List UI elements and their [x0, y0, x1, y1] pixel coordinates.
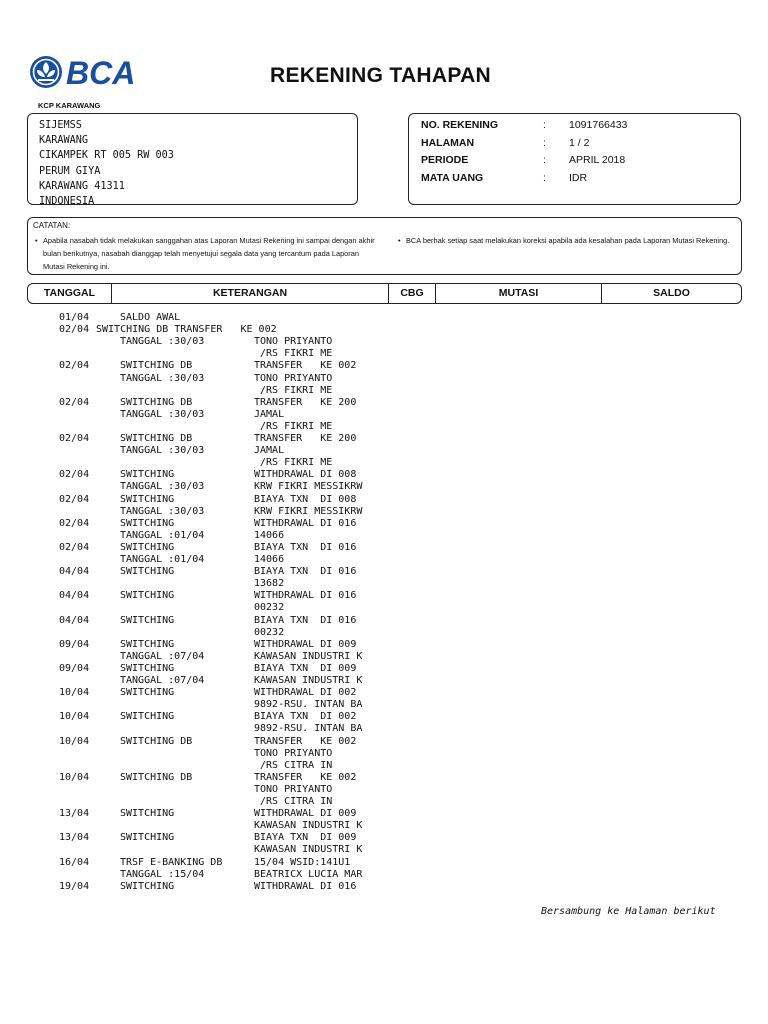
logo-text: BCA — [66, 55, 136, 90]
row-description-detail: WITHDRAWAL DI 009 — [254, 808, 357, 820]
row-extra-left: TANGGAL :30/03 — [120, 445, 205, 457]
account-number-value: 1091766433 — [569, 119, 628, 131]
separator: : — [543, 136, 546, 149]
page-title: REKENING TAHAPAN — [270, 64, 492, 87]
note-right-text: BCA berhak setiap saat melakukan koreksi apabila ada kesalahan pada Laporan Mutasi Rekening. — [406, 236, 730, 245]
customer-name: SIJEMSS — [39, 120, 82, 131]
row-extra-left: TANGGAL :07/04 — [120, 650, 205, 662]
row-extra-right: TONO PRIYANTO — [254, 336, 333, 348]
row-description: SWITCHING DB TRANSFER KE 002 — [96, 324, 277, 336]
row-extra-right: 13682 — [254, 578, 285, 590]
row-description: SWITCHING DB — [120, 433, 193, 444]
row-extra-right: KAWASAN INDUSTRI K — [254, 820, 363, 832]
row-extra-left: TANGGAL :30/03 — [120, 505, 205, 517]
row-extra-right: /RS FIKRI ME — [254, 348, 333, 360]
row-description-detail: BIAYA TXN DI 008 — [254, 493, 357, 505]
row-description: SALDO AWAL — [120, 312, 181, 323]
row-extra-left: TANGGAL :30/03 — [120, 336, 205, 348]
account-number-label: NO. REKENING — [421, 119, 499, 131]
page-row — [421, 137, 740, 155]
separator: : — [543, 171, 546, 184]
page-value: 1 / 2 — [569, 136, 590, 149]
row-description-detail: BIAYA TXN DI 016 — [254, 541, 357, 553]
row-extra-right: JAMAL — [254, 445, 285, 457]
header-keterangan: KETERANGAN — [212, 287, 288, 299]
customer-country: INDONESIA — [39, 196, 95, 208]
separator: : — [543, 119, 546, 131]
row-extra-right: JAMAL — [254, 408, 285, 420]
row-extra-right: /RS FIKRI ME — [254, 420, 333, 432]
row-extra-left: TANGGAL :30/03 — [120, 408, 205, 420]
notes-heading: CATATAN: — [33, 221, 71, 230]
row-date: 04/04 — [59, 566, 90, 578]
row-extra-right: 9892-RSU. INTAN BA — [254, 699, 363, 711]
note-left — [35, 234, 375, 273]
row-description-detail: TRANSFER KE 002 — [254, 360, 357, 372]
row-description: SWITCHING — [120, 832, 175, 844]
row-description-detail: BIAYA TXN DI 016 — [254, 566, 357, 578]
period-label: PERIODE — [421, 154, 469, 166]
row-description-detail: TRANSFER KE 002 — [254, 735, 357, 747]
row-date: 10/04 — [59, 687, 90, 699]
row-extra-left: TANGGAL :07/04 — [120, 675, 205, 686]
row-extra-left: TANGGAL :30/03 — [120, 372, 205, 384]
row-extra-left: TANGGAL :01/04 — [120, 529, 205, 541]
row-extra-right: TONO PRIYANTO — [254, 783, 333, 795]
row-description-detail: WITHDRAWAL DI 016 — [254, 880, 357, 892]
row-description: SWITCHING — [120, 638, 175, 650]
period-value: APRIL 2018 — [569, 154, 626, 166]
currency-value: IDR — [569, 171, 588, 184]
row-description: SWITCHING — [120, 566, 175, 578]
period-row — [421, 154, 740, 172]
row-description: SWITCHING — [120, 880, 175, 892]
account-info-box — [408, 113, 741, 205]
row-date: 10/04 — [59, 735, 90, 747]
row-extra-right: /RS CITRA IN — [254, 759, 333, 771]
row-date: 13/04 — [59, 808, 90, 820]
row-date: 02/04 — [59, 541, 90, 553]
row-description: SWITCHING — [120, 662, 175, 674]
row-description: SWITCHING — [120, 808, 175, 820]
row-date: 13/04 — [59, 832, 90, 844]
row-description: SWITCHING — [120, 590, 175, 602]
row-description: SWITCHING — [120, 493, 175, 505]
row-date: 02/04 — [59, 493, 90, 505]
row-description-detail: BIAYA TXN DI 002 — [254, 711, 357, 723]
row-extra-right: 14066 — [254, 529, 285, 541]
row-extra-right: 00232 — [254, 602, 285, 614]
row-description: SWITCHING — [120, 614, 175, 626]
row-description-detail: WITHDRAWAL DI 009 — [254, 638, 357, 650]
row-extra-right: /RS CITRA IN — [254, 796, 333, 807]
row-description: TRSF E-BANKING DB — [120, 856, 223, 868]
row-description: SWITCHING — [120, 687, 175, 699]
row-description-detail: BIAYA TXN DI 009 — [254, 832, 357, 844]
row-date: 01/04 — [59, 312, 90, 323]
row-date: 04/04 — [59, 590, 90, 602]
row-extra-right: /RS FIKRI ME — [254, 384, 333, 396]
row-description-detail: BIAYA TXN DI 009 — [254, 662, 357, 674]
account-number-row — [421, 119, 740, 137]
row-description-detail: BIAYA TXN DI 016 — [254, 614, 357, 626]
row-description: SWITCHING DB — [120, 360, 193, 372]
bca-emblem-icon — [28, 54, 148, 90]
customer-address-box — [27, 113, 358, 208]
note-right — [398, 234, 736, 247]
row-description: SWITCHING — [120, 541, 175, 553]
row-description-detail: TRANSFER KE 002 — [254, 771, 357, 783]
header-cbg: CBG — [400, 287, 424, 299]
row-extra-right: KAWASAN INDUSTRI K — [254, 844, 363, 856]
row-description: SWITCHING — [120, 469, 175, 481]
row-description-detail: WITHDRAWAL DI 002 — [254, 687, 357, 699]
row-description-detail: TRANSFER KE 200 — [254, 433, 357, 444]
row-description-detail: 15/04 WSID:141U1 — [254, 856, 351, 868]
page-label: HALAMAN — [421, 136, 475, 149]
customer-address-line: CIKAMPEK RT 005 RW 003 — [39, 150, 174, 162]
row-date: 16/04 — [59, 856, 90, 868]
row-description: SWITCHING DB — [120, 771, 193, 783]
notes-box — [27, 217, 742, 275]
row-description-detail: WITHDRAWAL DI 016 — [254, 590, 357, 602]
header-tanggal: TANGGAL — [43, 287, 96, 299]
row-extra-right: KAWASAN INDUSTRI K — [254, 650, 363, 662]
bullet-icon: • — [398, 236, 401, 245]
branch-label: KCP KARAWANG — [38, 101, 101, 110]
row-date: 19/04 — [59, 880, 90, 892]
customer-address-line: KARAWANG 41311 — [39, 180, 125, 192]
row-extra-right: 00232 — [254, 626, 285, 638]
row-extra-right: /RS FIKRI ME — [254, 457, 333, 469]
row-extra-left: TANGGAL :01/04 — [120, 554, 205, 565]
row-description: SWITCHING DB — [120, 735, 193, 747]
row-extra-right: TONO PRIYANTO — [254, 747, 333, 759]
currency-label: MATA UANG — [421, 171, 484, 184]
row-extra-right: BEATRICX LUCIA MAR — [254, 868, 363, 880]
row-extra-right: 9892-RSU. INTAN BA — [254, 723, 363, 735]
row-extra-right: 14066 — [254, 554, 285, 565]
row-date: 02/04 — [59, 433, 90, 444]
row-extra-right: KRW FIKRI MESSIKRW — [254, 481, 363, 493]
row-extra-right: KRW FIKRI MESSIKRW — [254, 505, 363, 517]
row-description: SWITCHING — [120, 517, 175, 529]
row-description: SWITCHING — [120, 711, 175, 723]
bca-logo — [28, 54, 148, 90]
continued-note: Bersambung ke Halaman berikut — [541, 906, 716, 917]
row-description-detail: TRANSFER KE 200 — [254, 396, 357, 408]
row-date: 02/04 — [59, 324, 90, 336]
customer-address-line: PERUM GIYA — [39, 165, 101, 177]
row-date: 04/04 — [59, 614, 90, 626]
row-date: 09/04 — [59, 662, 90, 674]
separator: : — [543, 154, 546, 166]
row-date: 10/04 — [59, 711, 90, 723]
row-date: 02/04 — [59, 360, 90, 372]
row-date: 02/04 — [59, 517, 90, 529]
row-description-detail: WITHDRAWAL DI 008 — [254, 469, 357, 481]
row-extra-left: TANGGAL :30/03 — [120, 481, 205, 493]
row-extra-right: KAWASAN INDUSTRI K — [254, 675, 363, 686]
row-description-detail: WITHDRAWAL DI 016 — [254, 517, 357, 529]
row-description: SWITCHING DB — [120, 396, 193, 408]
row-extra-left: TANGGAL :15/04 — [120, 868, 205, 880]
row-date: 09/04 — [59, 638, 90, 650]
note-left-text: Apabila nasabah tidak melakukan sanggahan atas Laporan Mutasi Rekening ini sampai dengan akhir bulan berikutnya, nasabah dianggap telah menyetujui segala data yang tercantum pada Laporan Mutasi Rekening ini. — [43, 236, 375, 271]
table-header — [27, 283, 742, 304]
currency-row — [421, 172, 740, 190]
row-extra-right: TONO PRIYANTO — [254, 372, 333, 384]
header-saldo: SALDO — [653, 287, 690, 299]
header-mutasi: MUTASI — [498, 287, 539, 299]
row-date: 02/04 — [59, 396, 90, 408]
bullet-icon: • — [35, 236, 38, 245]
row-date: 10/04 — [59, 771, 90, 783]
customer-address-line: KARAWANG — [39, 135, 89, 147]
row-date: 02/04 — [59, 469, 90, 481]
